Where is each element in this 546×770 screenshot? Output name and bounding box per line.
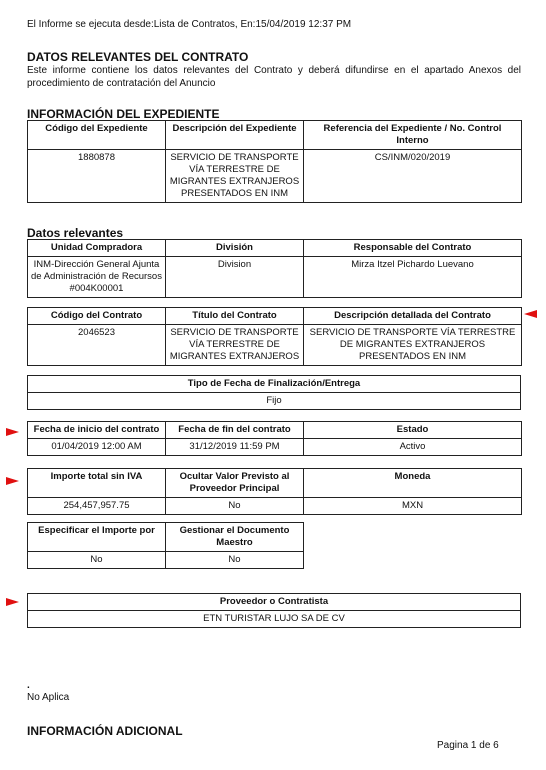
value-division: Division xyxy=(166,257,304,298)
value-descripcion-contrato: SERVICIO DE TRANSPORTE VÍA TERRESTRE DE MIGRANTES EXTRANJEROS PRESENTADOS EN INM xyxy=(304,325,522,366)
value-referencia-expediente: CS/INM/020/2019 xyxy=(304,150,522,203)
table-row xyxy=(28,498,522,515)
report-run-info: El Informe se ejecuta desde:Lista de Contratos, En:15/04/2019 12:37 PM xyxy=(27,19,352,30)
header-estado: Estado xyxy=(304,422,522,439)
header-fecha-fin: Fecha de fin del contrato xyxy=(166,422,304,439)
table-row xyxy=(28,393,521,410)
informacion-adicional-heading: INFORMACIÓN ADICIONAL xyxy=(27,724,183,738)
contract-data-heading: DATOS RELEVANTES DEL CONTRATO xyxy=(27,50,249,64)
header-titulo-contrato: Título del Contrato xyxy=(166,308,304,325)
value-estado: Activo xyxy=(304,439,522,456)
table-header-row xyxy=(28,422,522,439)
table-row xyxy=(28,150,522,203)
no-aplica-text: No Aplica xyxy=(27,692,70,703)
table-row xyxy=(28,257,522,298)
table-row xyxy=(28,552,304,569)
table-row xyxy=(28,439,522,456)
table-header-row xyxy=(28,240,522,257)
value-proveedor: ETN TURISTAR LUJO SA DE CV xyxy=(28,611,521,628)
table-header-row xyxy=(28,469,522,498)
table-row xyxy=(28,611,521,628)
tipo-fecha-table xyxy=(27,375,521,410)
annotation-arrow-descripcion xyxy=(524,310,537,318)
proveedor-table xyxy=(27,593,521,628)
value-importe-total: 254,457,957.75 xyxy=(28,498,166,515)
header-especificar-importe: Especificar el Importe por xyxy=(28,523,166,552)
header-codigo-expediente: Código del Expediente xyxy=(28,121,166,150)
table-header-row xyxy=(28,376,521,393)
value-unidad-compradora: INM-Dirección General Ajunta de Administración de Recursos #004K00001 xyxy=(28,257,166,298)
especificar-table xyxy=(27,522,304,569)
value-titulo-contrato: SERVICIO DE TRANSPORTE VÍA TERRESTRE DE MIGRANTES EXTRANJEROS xyxy=(166,325,304,366)
value-fecha-inicio: 01/04/2019 12:00 AM xyxy=(28,439,166,456)
value-codigo-expediente: 1880878 xyxy=(28,150,166,203)
header-unidad-compradora: Unidad Compradora xyxy=(28,240,166,257)
header-responsable: Responsable del Contrato xyxy=(304,240,522,257)
header-proveedor: Proveedor o Contratista xyxy=(28,594,521,611)
expediente-heading: INFORMACIÓN DEL EXPEDIENTE xyxy=(27,107,220,121)
value-moneda: MXN xyxy=(304,498,522,515)
table-header-row xyxy=(28,121,522,150)
page-number: Pagina 1 de 6 xyxy=(437,740,499,751)
annotation-arrow-proveedor xyxy=(6,598,19,606)
value-descripcion-expediente: SERVICIO DE TRANSPORTE VÍA TERRESTRE DE MIGRANTES EXTRANJEROS PRESENTADOS EN INM xyxy=(166,150,304,203)
value-especificar-importe: No xyxy=(28,552,166,569)
header-ocultar-valor: Ocultar Valor Previsto al Proveedor Principal xyxy=(166,469,304,498)
importe-table xyxy=(27,468,522,515)
value-responsable: Mirza Itzel Pichardo Luevano xyxy=(304,257,522,298)
header-importe-total: Importe total sin IVA xyxy=(28,469,166,498)
value-fecha-fin: 31/12/2019 11:59 PM xyxy=(166,439,304,456)
value-tipo-fecha: Fijo xyxy=(28,393,521,410)
table-header-row xyxy=(28,308,522,325)
contrato-table xyxy=(27,307,522,366)
table-header-row xyxy=(28,523,304,552)
expediente-table xyxy=(27,120,522,203)
table-row xyxy=(28,325,522,366)
value-gestionar-documento: No xyxy=(166,552,304,569)
header-moneda: Moneda xyxy=(304,469,522,498)
table-header-row xyxy=(28,594,521,611)
datos-relevantes-heading: Datos relevantes xyxy=(27,226,124,240)
bullet-dot: . xyxy=(27,680,30,691)
fechas-table xyxy=(27,421,522,456)
annotation-arrow-fechas xyxy=(6,428,19,436)
header-descripcion-expediente: Descripción del Expediente xyxy=(166,121,304,150)
annotation-arrow-importe xyxy=(6,477,19,485)
header-codigo-contrato: Código del Contrato xyxy=(28,308,166,325)
value-codigo-contrato: 2046523 xyxy=(28,325,166,366)
header-division: División xyxy=(166,240,304,257)
value-ocultar-valor: No xyxy=(166,498,304,515)
header-tipo-fecha: Tipo de Fecha de Finalización/Entrega xyxy=(28,376,521,393)
header-descripcion-contrato: Descripción detallada del Contrato xyxy=(304,308,522,325)
unidad-table xyxy=(27,239,522,298)
header-gestionar-documento: Gestionar el Documento Maestro xyxy=(166,523,304,552)
header-referencia-expediente: Referencia del Expediente / No. Control Interno xyxy=(304,121,522,150)
contract-data-description: Este informe contiene los datos relevantes del Contrato y deberá difundirse en el apartado Anexos del procedimiento de contratación del Anuncio xyxy=(27,65,521,89)
header-fecha-inicio: Fecha de inicio del contrato xyxy=(28,422,166,439)
